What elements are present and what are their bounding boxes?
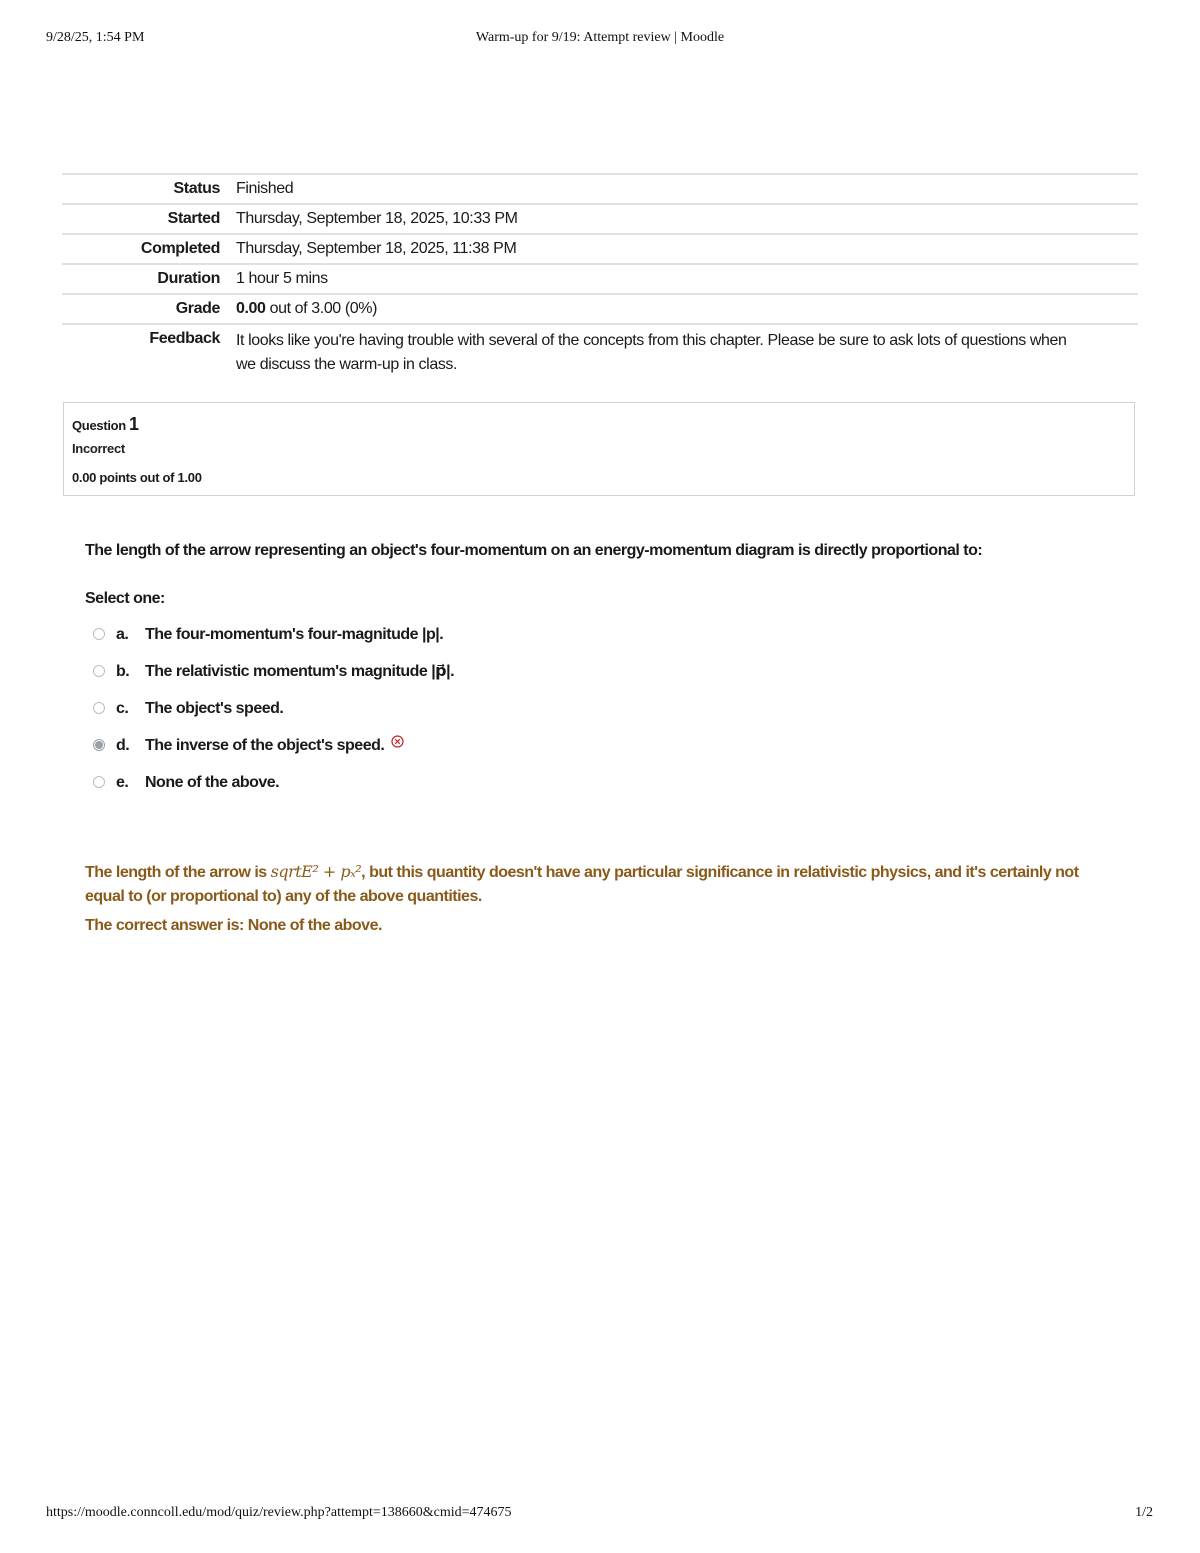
started-label: Started: [167, 210, 220, 227]
feedback-label: Feedback: [149, 330, 220, 347]
radio-button[interactable]: [93, 665, 105, 677]
grade-label: Grade: [175, 300, 220, 317]
answer-option-e[interactable]: [93, 772, 793, 809]
answer-letter: e.: [116, 774, 129, 791]
print-page-number: 1/2: [1135, 1505, 1153, 1520]
summary-row-status: [62, 174, 1138, 204]
feedback-text-before: The length of the arrow is: [85, 864, 271, 881]
incorrect-icon: [391, 735, 404, 748]
question-text: The length of the arrow representing an object's four-momentum on an energy-momentum diagram is directly proportional to:: [85, 542, 983, 559]
radio-button[interactable]: [93, 702, 105, 714]
answer-text: The inverse of the object's speed.: [145, 737, 385, 754]
print-url: https://moodle.conncoll.edu/mod/quiz/review.php?attempt=138660&cmid=474675: [46, 1505, 512, 1520]
summary-row-duration: [62, 264, 1138, 294]
question-number: [72, 414, 1126, 435]
correct-answer: The correct answer is: None of the above.: [85, 917, 382, 934]
answer-option-d[interactable]: [93, 735, 793, 772]
grade-value: [236, 294, 1138, 324]
grade-score: 0.00: [236, 300, 266, 317]
answer-option-a[interactable]: [93, 624, 793, 661]
feedback-math: sqrtE² + pₓ²: [270, 862, 362, 881]
radio-button[interactable]: [93, 628, 105, 640]
grade-rest: out of 3.00 (0%): [265, 300, 378, 317]
answer-text: The object's speed.: [145, 700, 284, 717]
answer-option-c[interactable]: [93, 698, 793, 735]
started-value: Thursday, September 18, 2025, 10:33 PM: [236, 210, 518, 227]
radio-button[interactable]: [93, 776, 105, 788]
print-datetime: 9/28/25, 1:54 PM: [46, 30, 145, 45]
duration-label: Duration: [157, 270, 220, 287]
answer-list: [93, 624, 793, 809]
general-feedback: [85, 860, 1115, 909]
summary-row-started: [62, 204, 1138, 234]
feedback-value: It looks like you're having trouble with several of the concepts from this chapter. Please be sure to ask lots of questions when we discuss the warm-up in class.: [236, 332, 1067, 373]
duration-value: 1 hour 5 mins: [236, 270, 328, 287]
print-page-title: Warm-up for 9/19: Attempt review | Moodle: [475, 30, 725, 45]
print-header: [0, 30, 1200, 50]
summary-row-feedback: [62, 324, 1138, 381]
status-label: Status: [173, 180, 220, 197]
select-one-prompt: Select one:: [85, 590, 165, 607]
question-label: Question: [72, 418, 126, 433]
answer-letter: c.: [116, 700, 129, 717]
completed-label: Completed: [140, 240, 220, 257]
summary-row-grade: [62, 294, 1138, 324]
completed-value: Thursday, September 18, 2025, 11:38 PM: [236, 240, 517, 257]
answer-letter: a.: [116, 626, 129, 643]
question-number-value: 1: [128, 414, 139, 434]
attempt-summary-table: [62, 173, 1138, 381]
status-value: Finished: [236, 180, 294, 197]
question-state: Incorrect: [72, 441, 125, 456]
answer-option-b[interactable]: [93, 661, 793, 698]
print-footer: [0, 1505, 1200, 1525]
question-info-box: [63, 402, 1135, 496]
summary-row-completed: [62, 234, 1138, 264]
answer-text: The four-momentum's four-magnitude |p|.: [145, 626, 444, 643]
feedback-text-after: , but this quantity doesn't have any particular significance in relativistic physics, and it's certainly not equal to (or proportional to) any of the above quantities.: [85, 864, 1079, 905]
answer-letter: d.: [116, 737, 130, 754]
answer-letter: b.: [116, 663, 130, 680]
answer-text: None of the above.: [145, 774, 280, 791]
answer-text: The relativistic momentum's magnitude |p⃗|.: [145, 663, 455, 680]
radio-button-selected[interactable]: [93, 739, 105, 751]
question-grade: 0.00 points out of 1.00: [72, 470, 202, 485]
